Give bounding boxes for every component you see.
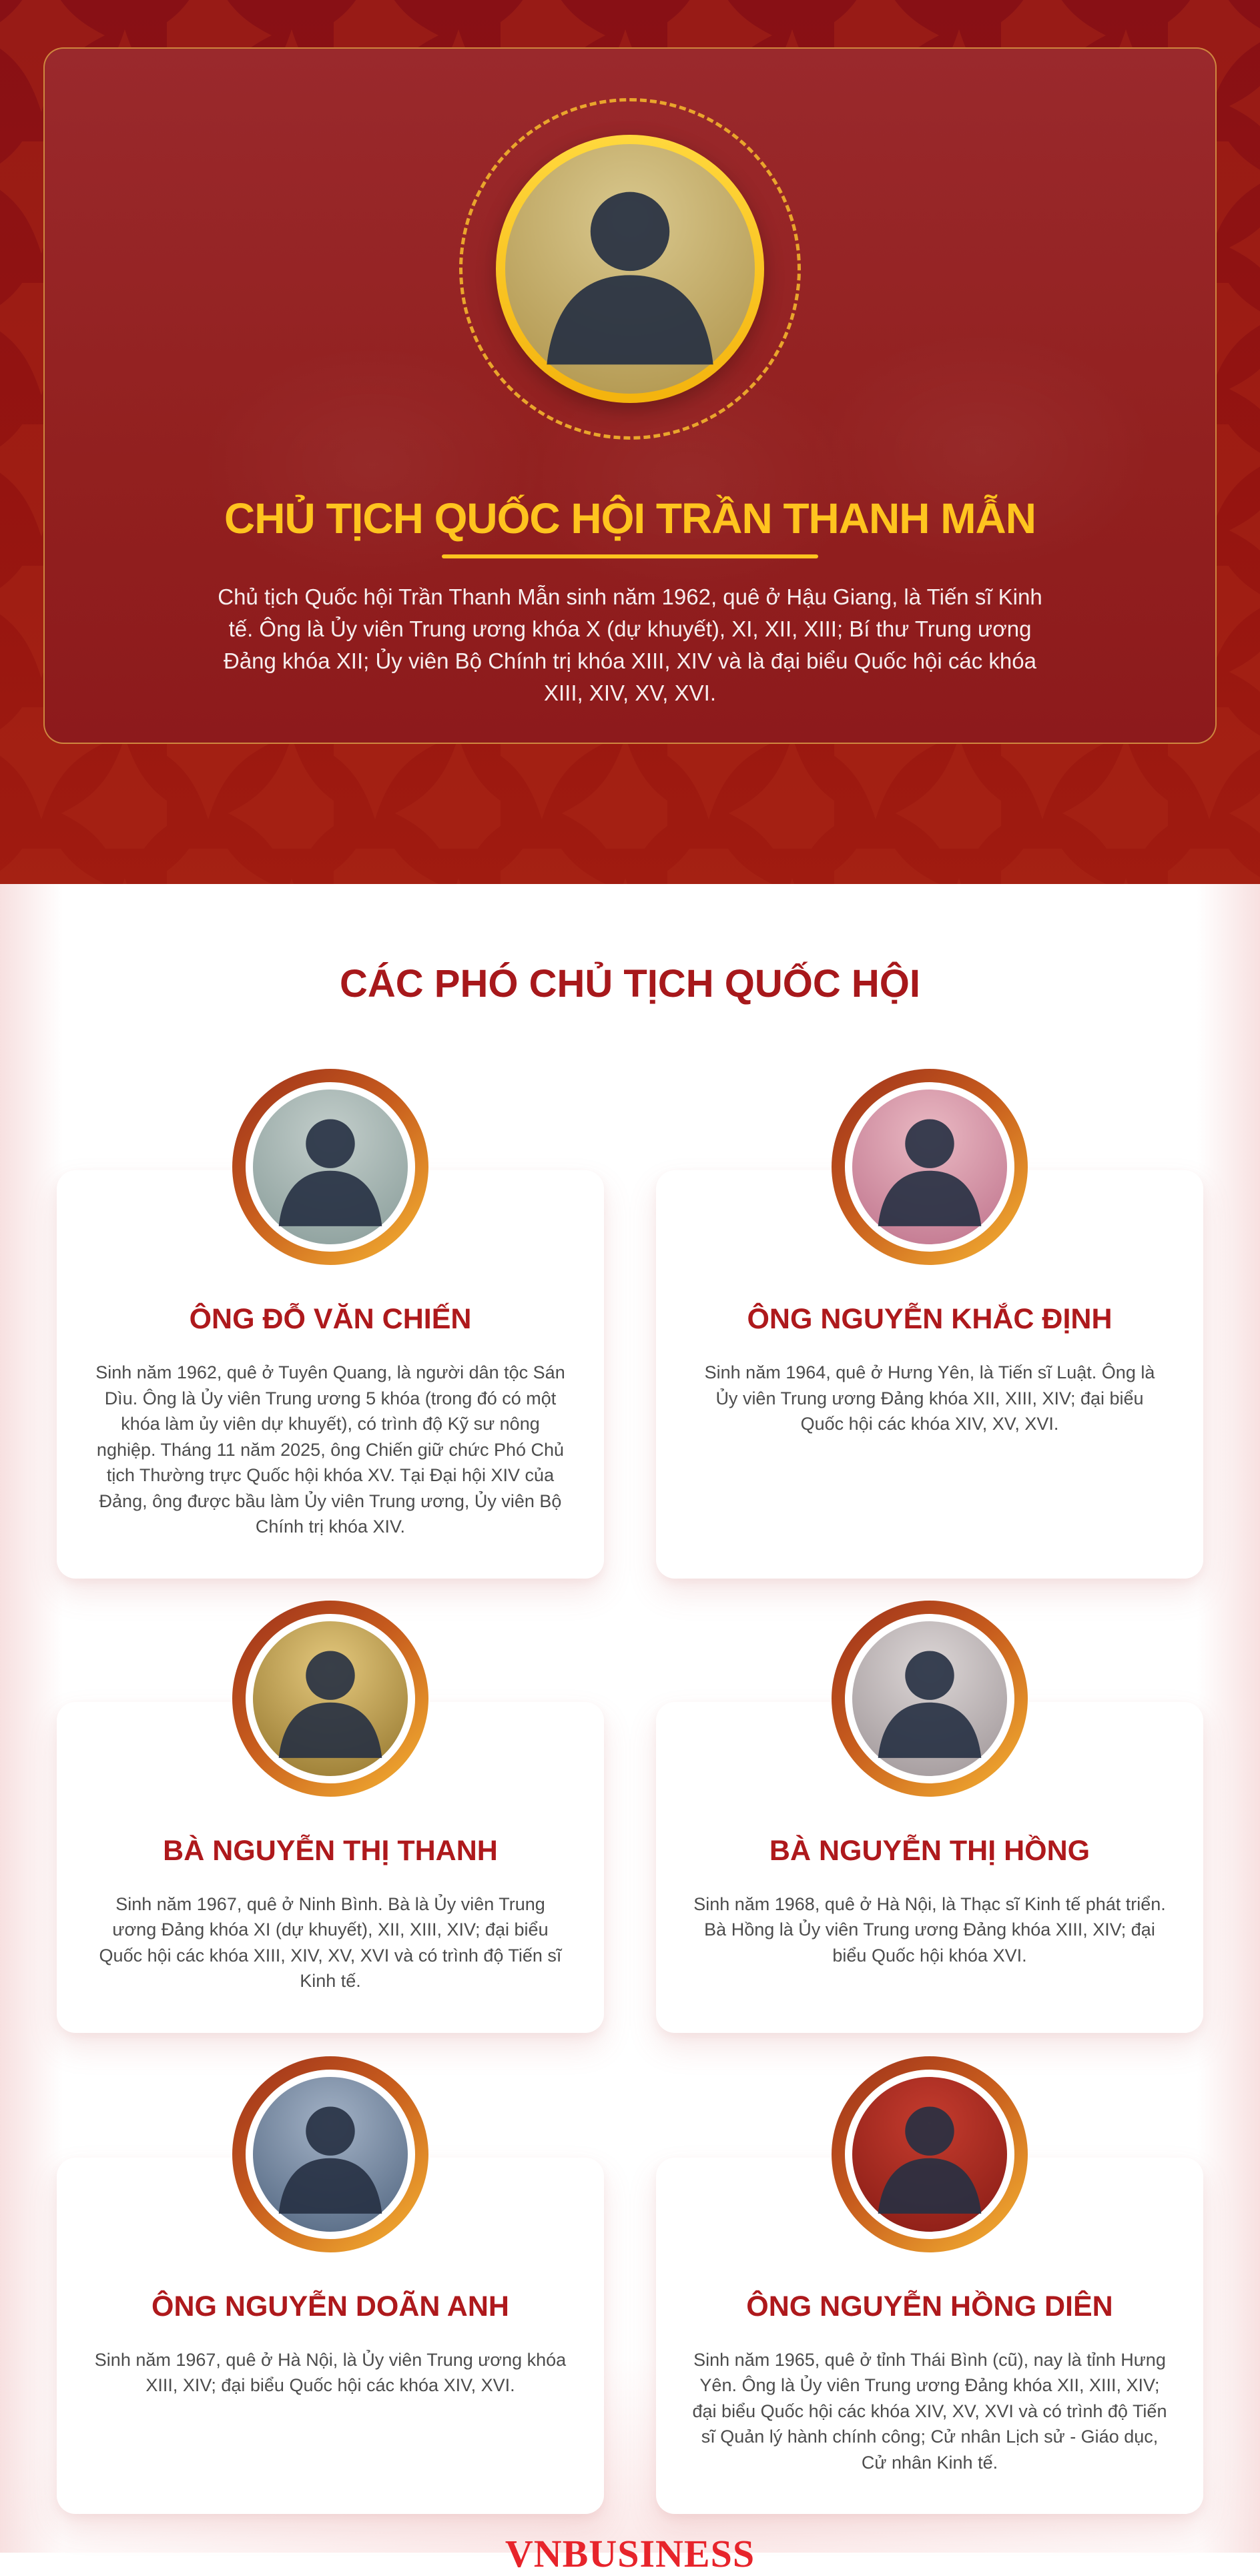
portrait-white-gap (845, 1082, 1014, 1252)
member-name: ÔNG NGUYỄN KHẮC ĐỊNH (747, 1303, 1113, 1335)
portrait-white-gap (845, 1614, 1014, 1783)
person-silhouette-icon (852, 2077, 1007, 2232)
members-row (57, 1069, 1203, 1579)
dashed-ring-decoration (459, 98, 801, 440)
gold-divider (442, 554, 818, 558)
member-name: ÔNG NGUYỄN HỒNG DIÊN (746, 2290, 1113, 2322)
portrait-gold-ring (496, 135, 764, 403)
chairman-bio: Chủ tịch Quốc hội Trần Thanh Mẫn sinh năm 1962, quê ở Hậu Giang, là Tiến sĩ Kinh tế. Ông là Ủy viên Trung ương khóa X (dự khuyết), XI, XII, XIII; Bí thư Trung ương Đảng khóa XII; Ủy viên Bộ Chính trị khóa XIII, XIV và là đại biểu Quốc hội các khóa XIII, XIV, XV, XVI. (218, 584, 1042, 705)
member-portrait-photo (852, 1621, 1007, 1776)
member-name: ÔNG NGUYỄN DOÃN ANH (151, 2290, 509, 2322)
chairman-portrait-photo (505, 144, 755, 394)
member-bio: Sinh năm 1967, quê ở Hà Nội, là Ủy viên Trung ương khóa XIII, XIV; đại biểu Quốc hội các khóa XIV, XVI. (94, 2349, 567, 2395)
member-bio: Sinh năm 1965, quê ở tỉnh Thái Bình (cũ), nay là tỉnh Hưng Yên. Ông là Ủy viên Trung ương Đảng khóa XII, XIII, XIV; đại biểu Quốc hội các khóa XIV, XV, XVI và có trình độ Tiến sĩ Quản lý hành chính công; Cử nhân Lịch sử - Giáo dục, Cử nhân Kinh tế. (692, 2349, 1167, 2473)
members-row (57, 1601, 1203, 2033)
members-row (57, 2056, 1203, 2515)
member-portrait-photo (852, 1090, 1007, 1244)
portrait-white-gap (246, 1614, 415, 1783)
member-name: ÔNG ĐỖ VĂN CHIẾN (189, 1303, 472, 1335)
portrait-ring (232, 2056, 428, 2252)
person-silhouette-icon (253, 1090, 408, 1244)
person-silhouette-icon (253, 1621, 408, 1776)
member-bio: Sinh năm 1962, quê ở Tuyên Quang, là người dân tộc Sán Dìu. Ông là Ủy viên Trung ương 5 khóa (trong đó có một khóa làm ủy viên dự khuyết), có trình độ Kỹ sư nông nghiệp. Tháng 11 năm 2025, ông Chiến giữ chức Phó Chủ tịch Thường trực Quốc hội khóa XV. Tại Đại hội XIV của Đảng, ông được bầu làm Ủy viên Trung ương, Ủy viên Bộ Chính trị khóa XIV. (95, 1362, 565, 1537)
chairman-card (43, 47, 1217, 744)
portrait-ring (832, 2056, 1028, 2252)
member-do-van-chien (57, 1069, 604, 1579)
vice-chairmen-section (0, 884, 1260, 2575)
member-bio: Sinh năm 1968, quê ở Hà Nội, là Thạc sĩ Kinh tế phát triển. Bà Hồng là Ủy viên Trung ương Đảng khóa XIII, XIV; đại biểu Quốc hội khóa XVI. (693, 1893, 1166, 1966)
vnbusiness-logo: VNBUSINESS (505, 2532, 755, 2575)
member-nguyen-hong-dien (656, 2056, 1203, 2515)
member-portrait-photo (852, 2077, 1007, 2232)
member-nguyen-thi-thanh (57, 1601, 604, 2033)
member-nguyen-doan-anh (57, 2056, 604, 2515)
portrait-white-gap (246, 1082, 415, 1252)
hero-band (0, 0, 1260, 884)
member-name: BÀ NGUYỄN THỊ HỒNG (769, 1834, 1090, 1867)
portrait-ring (232, 1069, 428, 1265)
member-nguyen-thi-hong (656, 1601, 1203, 2033)
person-silhouette-icon (852, 1621, 1007, 1776)
member-portrait-photo (253, 1090, 408, 1244)
portrait-white-gap (845, 2070, 1014, 2239)
member-portrait-photo (253, 2077, 408, 2232)
chairman-title: CHỦ TỊCH QUỐC HỘI TRẦN THANH MẪN (224, 494, 1036, 542)
portrait-ring (832, 1601, 1028, 1797)
footer (0, 2531, 1260, 2576)
member-name: BÀ NGUYỄN THỊ THANH (163, 1834, 498, 1867)
portrait-ring (232, 1601, 428, 1797)
portrait-white-gap (246, 2070, 415, 2239)
member-bio: Sinh năm 1967, quê ở Ninh Bình. Bà là Ủy viên Trung ương Đảng khóa XI (dự khuyết), XII, XIII, XIV; đại biểu Quốc hội các khóa XIII, XIV, XV, XVI và có trình độ Tiến sĩ Kinh tế. (99, 1893, 562, 1991)
person-silhouette-icon (505, 144, 755, 394)
member-portrait-photo (253, 1621, 408, 1776)
portrait-ring (832, 1069, 1028, 1265)
member-bio: Sinh năm 1964, quê ở Hưng Yên, là Tiến sĩ Luật. Ông là Ủy viên Trung ương Đảng khóa XII, XIII, XIV; đại biểu Quốc hội các khóa XIV, XV, XVI. (704, 1362, 1155, 1434)
person-silhouette-icon (253, 2077, 408, 2232)
person-silhouette-icon (852, 1090, 1007, 1244)
member-nguyen-khac-dinh (656, 1069, 1203, 1579)
section-title: CÁC PHÓ CHỦ TỊCH QUỐC HỘI (340, 962, 920, 1005)
